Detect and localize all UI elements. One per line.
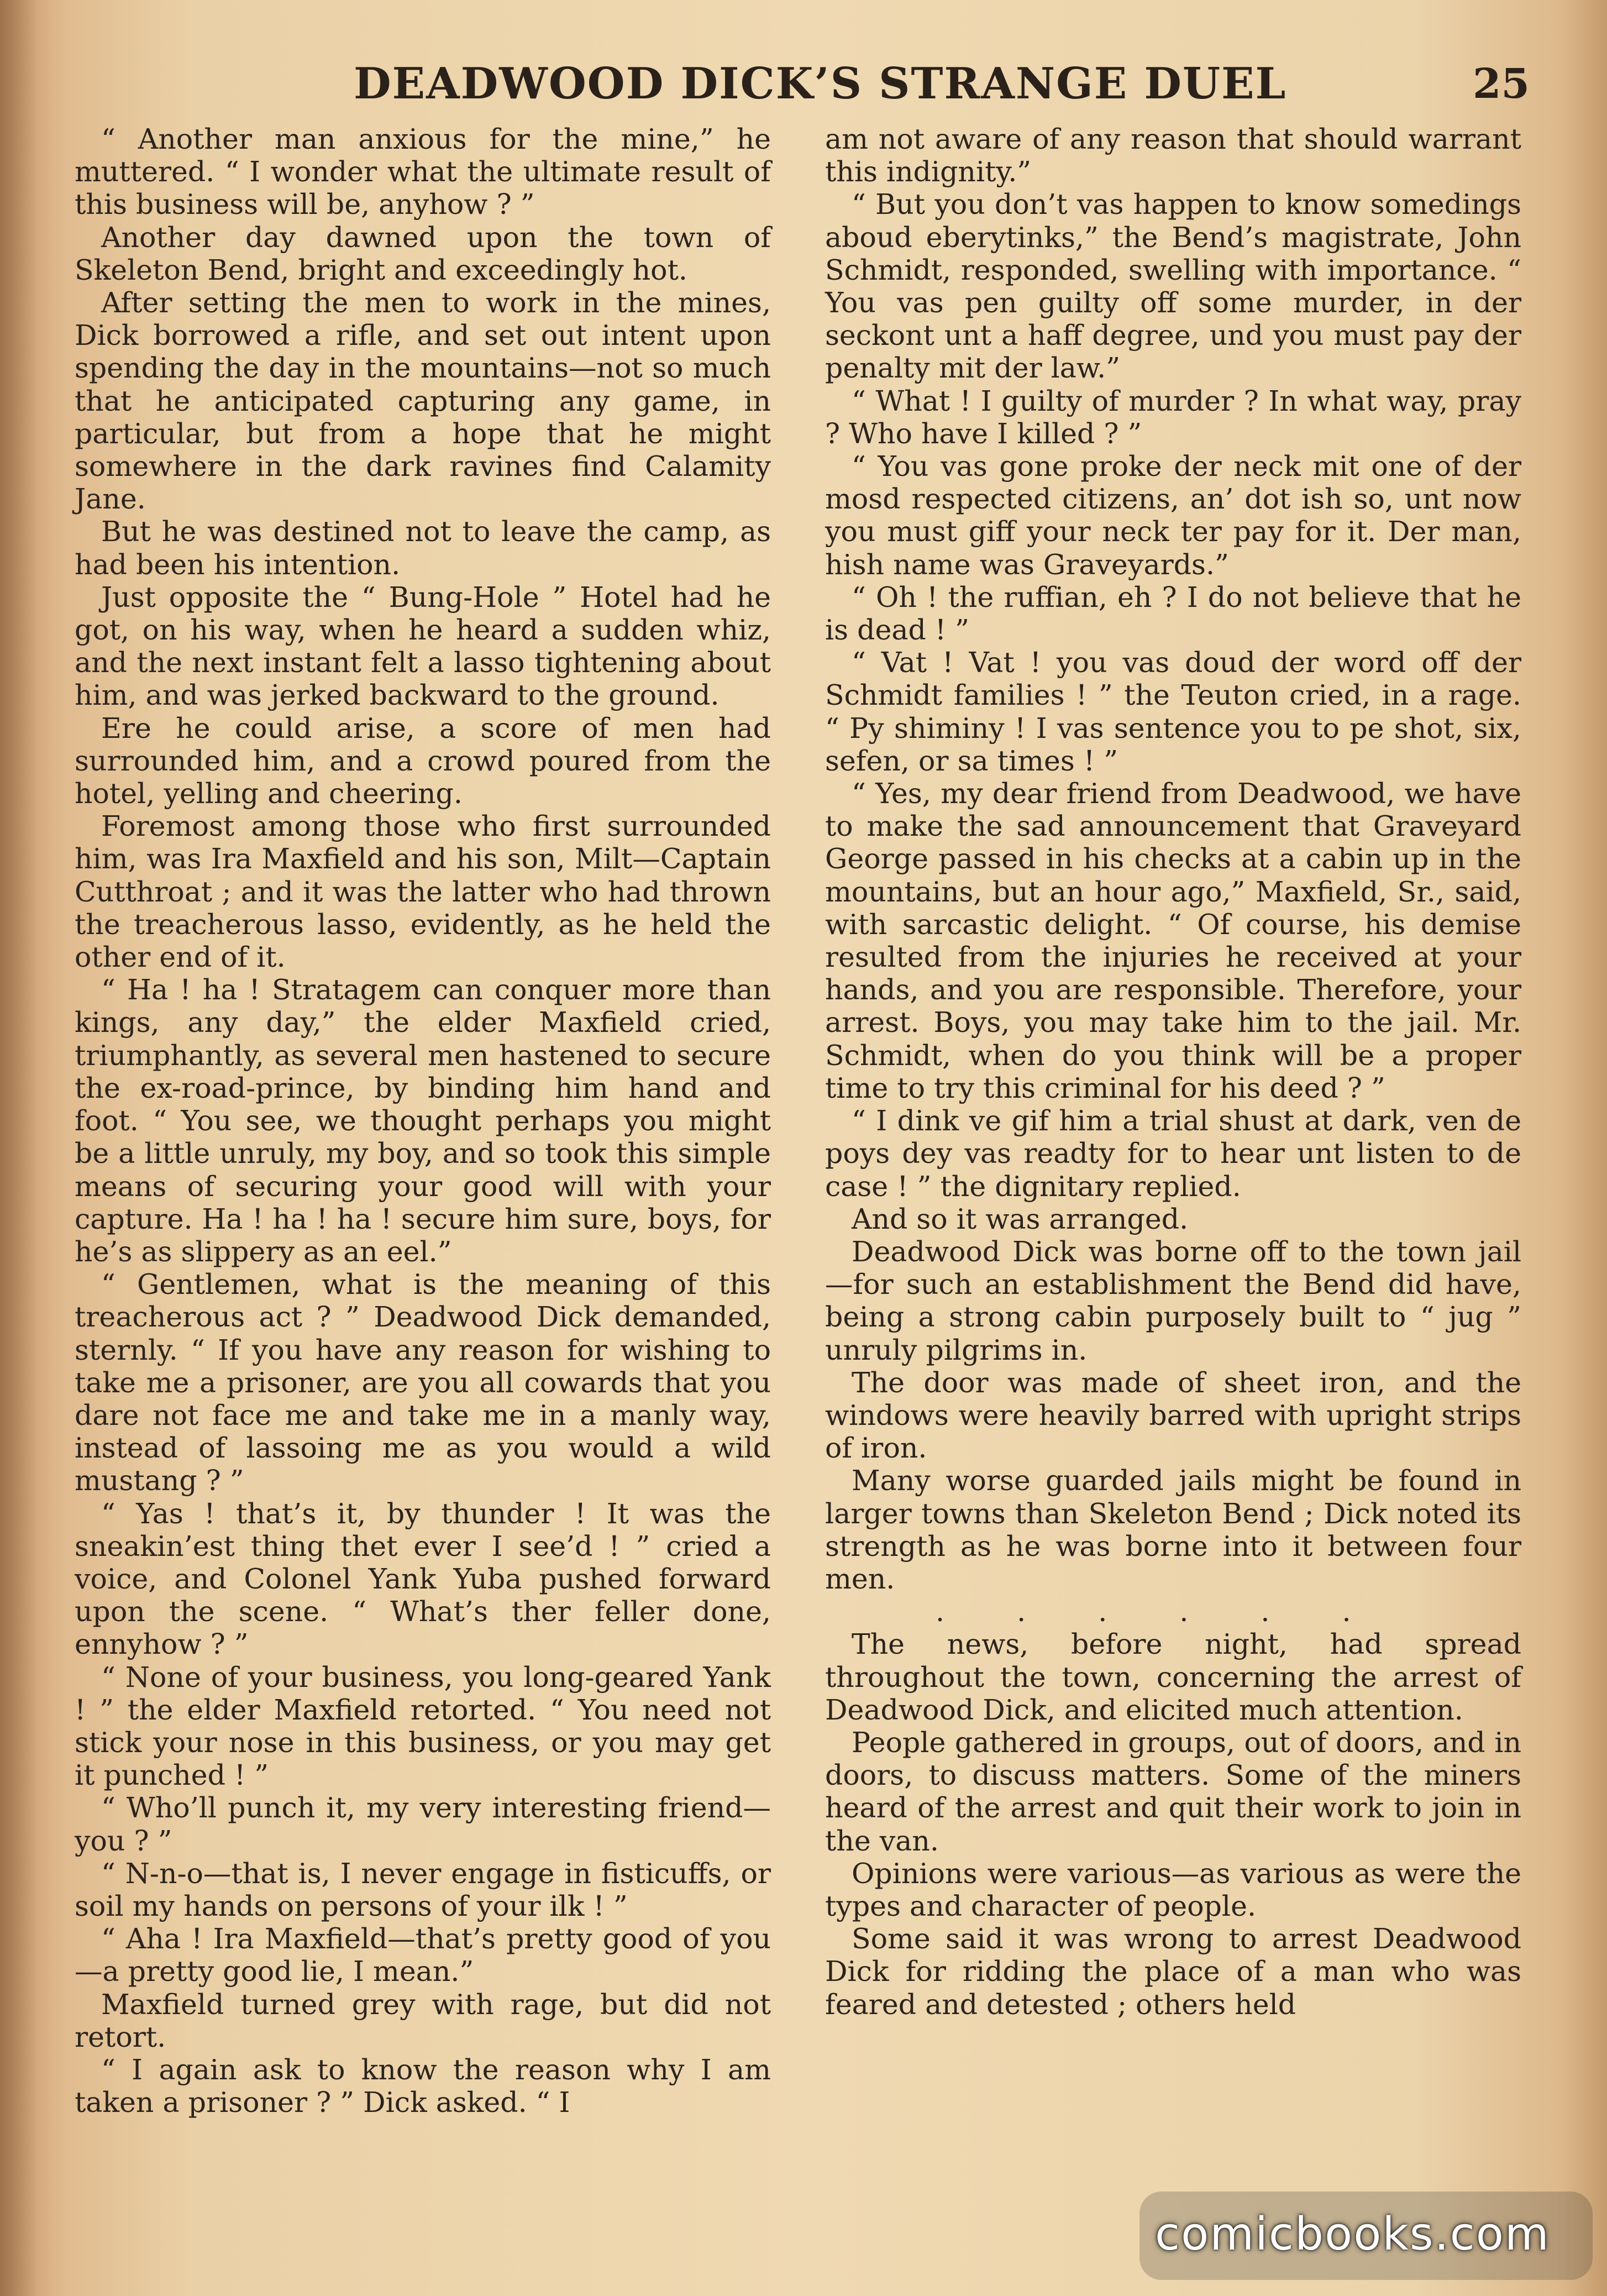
running-title: DEADWOOD DICK’S STRANGE DUEL <box>354 59 1287 109</box>
paragraph: am not aware of any reason that should warrant this indignity.” <box>825 123 1521 188</box>
paragraph: “ Yes, my dear friend from Deadwood, we have to make the sad announcement that Graveyard George passed in his checks at a cabin up in the mountains, but an hour ago,” Maxfield, Sr., said, with sarcastic delight. “ Of course, his demise resulted from the injuries he received at your hands, and you are responsible. Therefore, your arrest. Boys, you may take him to the jail. Mr. Schmidt, when do you think will be a proper time to try this criminal for his deed ? ” <box>825 777 1521 1104</box>
paragraph: Just opposite the “ Bung-Hole ” Hotel had he got, on his way, when he heard a sudden whiz, and the next instant felt a lasso tightening about him, and was jerked backward to the ground. <box>75 580 771 712</box>
paragraph: After setting the men to work in the mines, Dick borrowed a rifle, and set out intent upon spending the day in the mountains—not so much that he anticipated capturing any game, in particular, but from a hope that he might somewhere in the dark ravines find Calamity Jane. <box>75 286 771 516</box>
paragraph: “ Yas ! that’s it, by thunder ! It was the sneakin’est thing thet ever I see’d ! ” cried a voice, and Colonel Yank Yuba pushed forward upon the scene. “ What’s ther feller done, ennyhow ? ” <box>75 1497 771 1661</box>
paragraph: “ N-n-o—that is, I never engage in fisticuffs, or soil my hands on persons of your ilk ! ” <box>75 1857 771 1922</box>
paragraph: The news, before night, had spread throughout the town, concerning the arrest of Deadwood Dick, and elicited much attention. <box>825 1628 1521 1726</box>
paragraph: And so it was arranged. <box>851 1202 1189 1235</box>
paragraph: “ I again ask to know the reason why I am taken a prisoner ? ” Dick asked. “ I <box>75 2053 771 2119</box>
paragraph: The door was made of sheet iron, and the windows were heavily barred with upright strips of iron. <box>825 1366 1521 1465</box>
paragraph: “ Oh ! the ruffian, eh ? I do not believe that he is dead ! ” <box>825 580 1521 647</box>
watermark-text: comicbooks.com <box>1155 2208 1550 2261</box>
paragraph: But he was destined not to leave the camp, as had been his intention. <box>75 515 771 581</box>
paragraph: Deadwood Dick was borne off to the town jail—for such an establishment the Bend did have, being a strong cabin purposely built to “ jug ” unruly pilgrims in. <box>825 1235 1521 1366</box>
paragraph: Maxfield turned grey with rage, but did not retort. <box>75 1988 771 2053</box>
paragraph: “ Gentlemen, what is the meaning of this treacherous act ? ” Deadwood Dick demanded, sternly. “ If you have any reason for wishing to take me a prisoner, are you all cowards that you dare not face me and take me in a manly way, instead of lassoing me as you would a wild mustang ? ” <box>75 1268 771 1497</box>
paragraph: “ Ha ! ha ! Stratagem can conquer more than kings, any day,” the elder Maxfield cried, triumphantly, as several men hastened to secure the ex-road-prince, by binding him hand and foot. “ You see, we thought perhaps you might be a little unruly, my boy, and so took this simple means of securing your good will with your capture. Ha ! ha ! ha ! secure him sure, boys, for he’s as slippery as an eel.” <box>75 973 771 1268</box>
section-break-dots: . . . . . . <box>936 1595 1351 1628</box>
paragraph: “ I dink ve gif him a trial shust at dark, ven de poys dey vas readty for to hear unt listen to de case ! ” the dignitary replied. <box>825 1104 1521 1203</box>
paragraph: “ Another man anxious for the mine,” he muttered. “ I wonder what the ultimate result of this business will be, anyhow ? ” <box>75 123 771 221</box>
paragraph: Another day dawned upon the town of Skeleton Bend, bright and exceedingly hot. <box>75 221 771 286</box>
paragraph: “ Aha ! Ira Maxfield—that’s pretty good of you—a pretty good lie, I mean.” <box>75 1922 771 1988</box>
paragraph: Many worse guarded jails might be found in larger towns than Skeleton Bend ; Dick noted its strength as he was borne into it between four men. <box>825 1464 1521 1595</box>
paragraph: Foremost among those who first surrounded him, was Ira Maxfield and his son, Milt—Captain Cutthroat ; and it was the latter who had thrown the treacherous lasso, evidently, as he held the other end of it. <box>75 810 771 974</box>
paragraph: “ You vas gone proke der neck mit one of der mosd respected citizens, an’ dot ish so, unt now you must giff your neck ter pay for it. Der man, hish name was Graveyards.” <box>825 450 1521 581</box>
paragraph: Some said it was wrong to arrest Deadwood Dick for ridding the place of a man who was feared and detested ; others held <box>825 1922 1521 2021</box>
paragraph: “ None of your business, you long-geared Yank ! ” the elder Maxfield retorted. “ You need not stick your nose in this business, or you may get it punched ! ” <box>75 1660 771 1792</box>
paragraph: People gathered in groups, out of doors, and in doors, to discuss matters. Some of the miners heard of the arrest and quit their work to join in the van. <box>825 1726 1521 1857</box>
page-number: 25 <box>1473 60 1530 108</box>
paragraph: Ere he could arise, a score of men had surrounded him, and a crowd poured from the hotel, yelling and cheering. <box>75 711 771 810</box>
spine-shadow <box>0 0 39 2296</box>
paragraph: “ Vat ! Vat ! you vas doud der word off der Schmidt families ! ” the Teuton cried, in a rage. “ Py shiminy ! I vas sentence you to pe shot, six, sefen, or sa times ! ” <box>825 646 1521 777</box>
right-text-column <box>825 123 1521 2021</box>
page-header <box>0 51 1607 117</box>
paragraph: “ What ! I guilty of murder ? In what way, pray ? Who have I killed ? ” <box>825 384 1521 450</box>
paragraph: “ Who’ll punch it, my very interesting friend—you ? ” <box>75 1791 771 1857</box>
left-text-column <box>75 123 771 2119</box>
paragraph: “ But you don’t vas happen to know somedings aboud eberytinks,” the Bend’s magistrate, John Schmidt, responded, swelling with importance. “ You vas pen guilty off some murder, in der seckont unt a haff degree, und you must pay der penalty mit der law.” <box>825 188 1521 385</box>
paragraph: Opinions were various—as various as were the types and character of people. <box>825 1857 1521 1922</box>
